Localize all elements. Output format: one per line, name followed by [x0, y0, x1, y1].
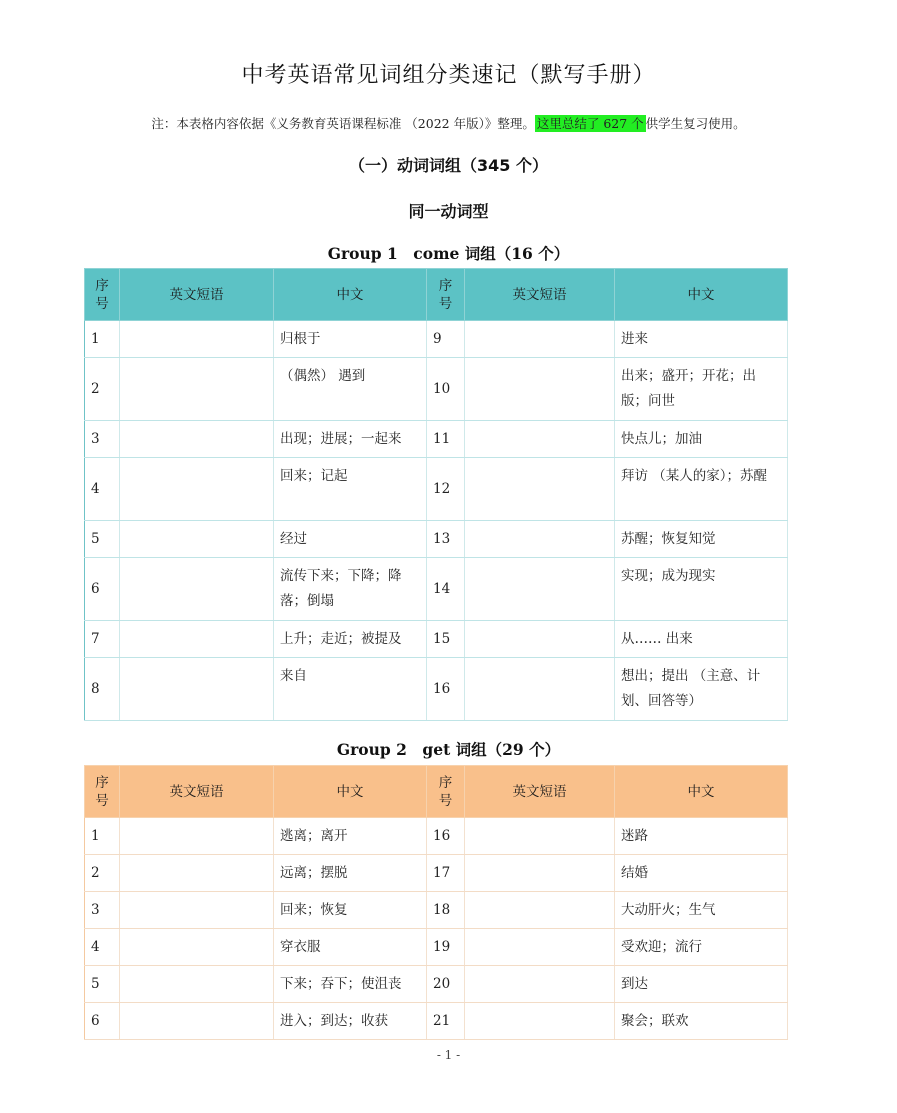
english-phrase-cell[interactable]	[465, 929, 615, 966]
row-number: 11	[427, 421, 465, 458]
table-row	[85, 458, 788, 521]
english-phrase-cell[interactable]	[120, 929, 274, 966]
table-row	[85, 892, 788, 929]
row-number: 3	[85, 421, 120, 458]
english-phrase-cell[interactable]	[120, 818, 274, 855]
header-no: 序号	[427, 766, 465, 818]
table-row	[85, 521, 788, 558]
english-phrase-cell[interactable]	[120, 521, 274, 558]
section-heading-verb-phrases: （一）动词词组（345 个）	[349, 156, 548, 175]
english-phrase-cell[interactable]	[465, 558, 615, 621]
chinese-meaning-cell: 想出；提出 （主意、计划、回答等）	[615, 658, 788, 721]
header-english: 英文短语	[120, 269, 274, 321]
chinese-meaning-cell: 大动肝火；生气	[615, 892, 788, 929]
row-number: 15	[427, 621, 465, 658]
document-title: 中考英语常见词组分类速记（默写手册）	[241, 63, 656, 88]
chinese-meaning-cell: 回来；记起	[274, 458, 427, 521]
english-phrase-cell[interactable]	[120, 558, 274, 621]
english-phrase-cell[interactable]	[465, 892, 615, 929]
group2-table	[84, 765, 788, 1040]
chinese-meaning-cell: 进入；到达；收获	[274, 1003, 427, 1040]
row-number: 16	[427, 658, 465, 721]
table-row	[85, 621, 788, 658]
row-number: 13	[427, 521, 465, 558]
group1-title: Group 1 come 词组（16 个）	[327, 244, 570, 263]
row-number: 3	[85, 892, 120, 929]
english-phrase-cell[interactable]	[465, 358, 615, 421]
row-number: 5	[85, 966, 120, 1003]
chinese-meaning-cell: 归根于	[274, 321, 427, 358]
english-phrase-cell[interactable]	[465, 966, 615, 1003]
chinese-meaning-cell: 快点儿；加油	[615, 421, 788, 458]
english-phrase-cell[interactable]	[120, 966, 274, 1003]
page-number: - 1 -	[436, 1048, 461, 1062]
english-phrase-cell[interactable]	[465, 521, 615, 558]
english-phrase-cell[interactable]	[120, 621, 274, 658]
row-number: 19	[427, 929, 465, 966]
english-phrase-cell[interactable]	[465, 458, 615, 521]
row-number: 7	[85, 621, 120, 658]
row-number: 8	[85, 658, 120, 721]
chinese-meaning-cell: 下来；吞下；使沮丧	[274, 966, 427, 1003]
english-phrase-cell[interactable]	[465, 818, 615, 855]
english-phrase-cell[interactable]	[465, 855, 615, 892]
chinese-meaning-cell: 流传下来；下降；降落；倒塌	[274, 558, 427, 621]
subsection-heading-same-verb: 同一动词型	[408, 202, 489, 221]
chinese-meaning-cell: 进来	[615, 321, 788, 358]
table-row	[85, 966, 788, 1003]
english-phrase-cell[interactable]	[465, 1003, 615, 1040]
row-number: 6	[85, 558, 120, 621]
chinese-meaning-cell: 出现；进展；一起来	[274, 421, 427, 458]
english-phrase-cell[interactable]	[465, 658, 615, 721]
chinese-meaning-cell: 聚会；联欢	[615, 1003, 788, 1040]
row-number: 9	[427, 321, 465, 358]
table-row	[85, 658, 788, 721]
table-row	[85, 421, 788, 458]
source-note-text: 注：本表格内容依据《义务教育英语课程标准 （2022 年版）》整理。	[151, 116, 535, 131]
chinese-meaning-cell: 到达	[615, 966, 788, 1003]
row-number: 17	[427, 855, 465, 892]
row-number: 20	[427, 966, 465, 1003]
chinese-meaning-cell: 逃离；离开	[274, 818, 427, 855]
english-phrase-cell[interactable]	[120, 1003, 274, 1040]
chinese-meaning-cell: 从…… 出来	[615, 621, 788, 658]
chinese-meaning-cell: （偶然） 遇到	[274, 358, 427, 421]
chinese-meaning-cell: 实现；成为现实	[615, 558, 788, 621]
header-no: 序号	[85, 766, 120, 818]
row-number: 1	[85, 321, 120, 358]
english-phrase-cell[interactable]	[120, 855, 274, 892]
chinese-meaning-cell: 来自	[274, 658, 427, 721]
header-no: 序号	[427, 269, 465, 321]
english-phrase-cell[interactable]	[120, 658, 274, 721]
chinese-meaning-cell: 回来；恢复	[274, 892, 427, 929]
group2-title: Group 2 get 词组（29 个）	[336, 740, 561, 759]
chinese-meaning-cell: 出来；盛开；开花；出版；问世	[615, 358, 788, 421]
highlighted-count: 这里总结了 627 个	[536, 116, 644, 131]
table-row	[85, 321, 788, 358]
chinese-meaning-cell: 上升；走近；被提及	[274, 621, 427, 658]
row-number: 14	[427, 558, 465, 621]
chinese-meaning-cell: 穿衣服	[274, 929, 427, 966]
header-english: 英文短语	[465, 766, 615, 818]
english-phrase-cell[interactable]	[120, 358, 274, 421]
chinese-meaning-cell: 结婚	[615, 855, 788, 892]
english-phrase-cell[interactable]	[120, 892, 274, 929]
row-number: 2	[85, 358, 120, 421]
chinese-meaning-cell: 远离；摆脱	[274, 855, 427, 892]
header-english: 英文短语	[465, 269, 615, 321]
english-phrase-cell[interactable]	[120, 458, 274, 521]
table-row	[85, 929, 788, 966]
header-chinese: 中文	[615, 766, 788, 818]
row-number: 10	[427, 358, 465, 421]
english-phrase-cell[interactable]	[465, 321, 615, 358]
row-number: 18	[427, 892, 465, 929]
row-number: 2	[85, 855, 120, 892]
chinese-meaning-cell: 苏醒；恢复知觉	[615, 521, 788, 558]
group1-table	[84, 268, 788, 721]
table-row	[85, 855, 788, 892]
group1-header-row	[85, 269, 788, 321]
row-number: 4	[85, 929, 120, 966]
english-phrase-cell[interactable]	[465, 621, 615, 658]
row-number: 12	[427, 458, 465, 521]
header-no: 序号	[85, 269, 120, 321]
english-phrase-cell[interactable]	[120, 421, 274, 458]
header-chinese: 中文	[615, 269, 788, 321]
row-number: 6	[85, 1003, 120, 1040]
english-phrase-cell[interactable]	[465, 421, 615, 458]
row-number: 16	[427, 818, 465, 855]
chinese-meaning-cell: 受欢迎；流行	[615, 929, 788, 966]
chinese-meaning-cell: 经过	[274, 521, 427, 558]
table-row	[85, 358, 788, 421]
table-row	[85, 1003, 788, 1040]
table-row	[85, 818, 788, 855]
group2-header-row	[85, 766, 788, 818]
row-number: 5	[85, 521, 120, 558]
row-number: 21	[427, 1003, 465, 1040]
chinese-meaning-cell: 拜访 （某人的家）；苏醒	[615, 458, 788, 521]
english-phrase-cell[interactable]	[120, 321, 274, 358]
header-chinese: 中文	[274, 766, 427, 818]
chinese-meaning-cell: 迷路	[615, 818, 788, 855]
header-chinese: 中文	[274, 269, 427, 321]
source-note	[0, 114, 897, 132]
source-note-tail: 供学生复习使用。	[645, 116, 746, 131]
row-number: 1	[85, 818, 120, 855]
header-english: 英文短语	[120, 766, 274, 818]
table-row	[85, 558, 788, 621]
row-number: 4	[85, 458, 120, 521]
